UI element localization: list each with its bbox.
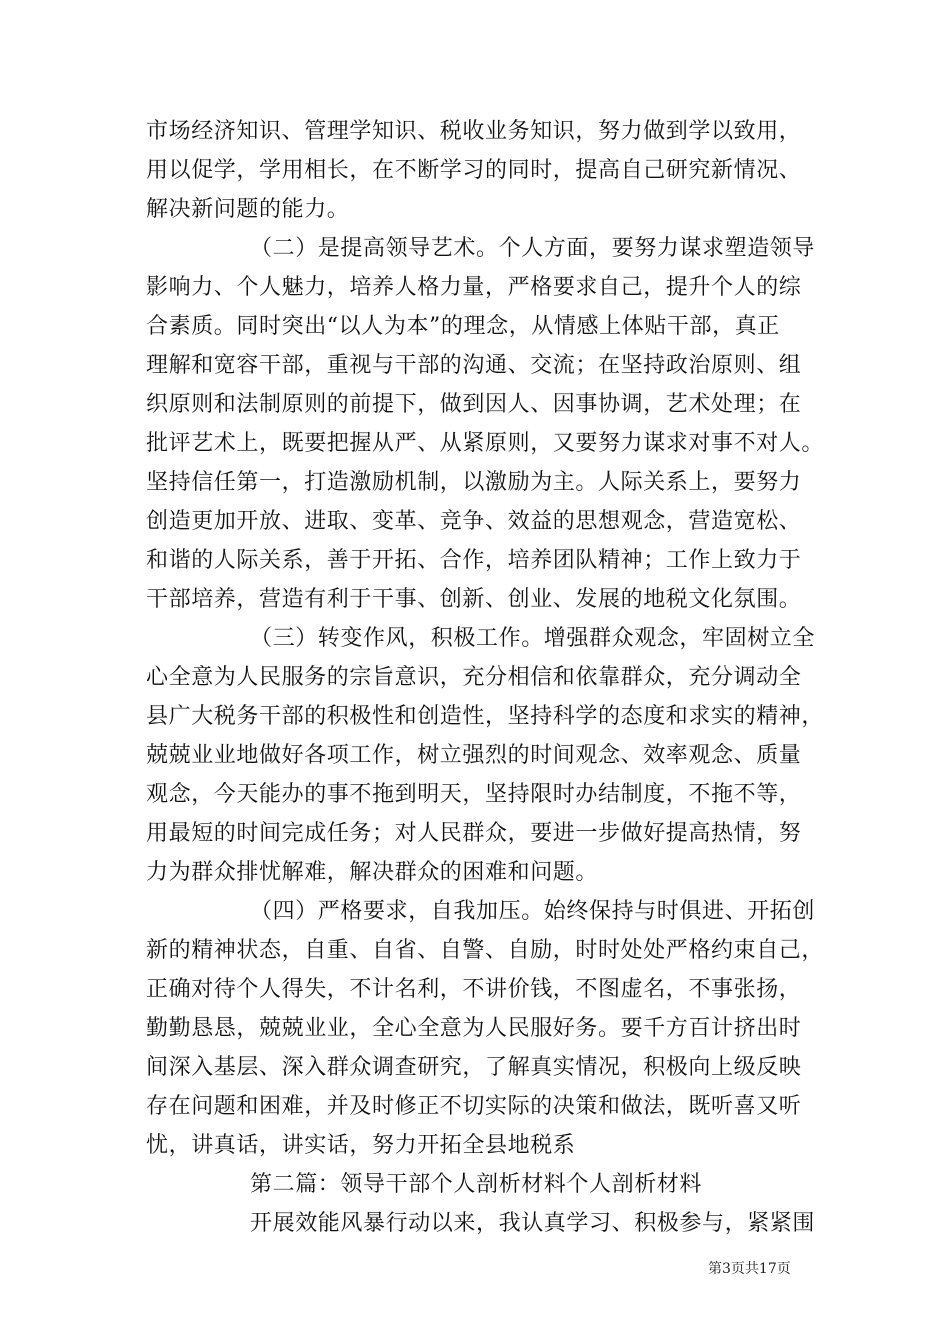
- text-line-9: 批评艺术上，既要把握从严、从紧原则，又要努力谋求对事不对人。: [146, 431, 825, 456]
- text-line-6: 合素质。同时突出“以人为本”的理念，从情感上体贴干部，真正: [146, 314, 780, 339]
- paragraph-4-first-line: （四）严格要求，自我加压。始终保持与时俱进、开拓创: [250, 899, 816, 924]
- text-line-17: 兢兢业业地做好各项工作，树立强烈的时间观念、效率观念、质量: [146, 743, 802, 768]
- text-line-3: 解决新问题的能力。: [146, 197, 350, 222]
- text-line-23: 正确对待个人得失，不计名利，不讲价钱，不图虚名，不事张扬，: [146, 977, 802, 1002]
- text-line-25: 间深入基层、深入群众调查研究，了解真实情况，积极向上级反映: [146, 1055, 802, 1080]
- text-line-10: 坚持信任第一，打造激励机制，以激励为主。人际关系上，要努力: [146, 470, 802, 495]
- text-line-22: 新的精神状态，自重、自省、自警、自励，时时处处严格约束自己，: [146, 938, 825, 963]
- text-line-24: 勤勤恳恳，兢兢业业，全心全意为人民服好务。要千方百计挤出时: [146, 1016, 802, 1041]
- text-line-27: 忧，讲真话，讲实话，努力开拓全县地税系: [146, 1133, 576, 1158]
- paragraph-2-first-line: （二）是提高领导艺术。个人方面，要努力谋求塑造领导: [250, 236, 816, 261]
- text-line-20: 力为群众排忧解难，解决群众的困难和问题。: [146, 860, 599, 885]
- text-line-2: 用以促学，学用相长，在不断学习的同时，提高自己研究新情况、: [146, 158, 802, 183]
- page-number: 第3页共17页: [708, 1261, 791, 1277]
- text-line-8: 织原则和法制原则的前提下，做到因人、因事协调，艺术处理；在: [146, 392, 802, 417]
- text-line-29: 开展效能风暴行动以来，我认真学习、积极参与，紧紧围: [250, 1211, 816, 1236]
- text-line-15: 心全意为人民服务的宗旨意识，充分相信和依靠群众，充分调动全: [146, 665, 802, 690]
- text-line-26: 存在问题和困难，并及时修正不切实际的决策和做法，既听喜又听: [146, 1094, 802, 1119]
- text-line-19: 用最短的时间完成任务；对人民群众，要进一步做好提高热情，努: [146, 821, 802, 846]
- text-line-11: 创造更加开放、进取、变革、竞争、效益的思想观念，营造宽松、: [146, 509, 802, 534]
- text-line-1: 市场经济知识、管理学知识、税收业务知识，努力做到学以致用，: [146, 119, 802, 144]
- text-line-18: 观念，今天能办的事不拖到明天，坚持限时办结制度，不拖不等，: [146, 782, 802, 807]
- text-line-7: 理解和宽容干部，重视与干部的沟通、交流；在坚持政治原则、组: [146, 353, 802, 378]
- text-line-16: 县广大税务干部的积极性和创造性，坚持科学的态度和求实的精神，: [146, 704, 825, 729]
- text-line-12: 和谐的人际关系，善于开拓、合作，培养团队精神；工作上致力于: [146, 548, 802, 573]
- paragraph-3-first-line: （三）转变作风，积极工作。增强群众观念，牢固树立全: [250, 626, 816, 651]
- text-line-13: 干部培养，营造有利于干事、创新、创业、发展的地税文化氛围。: [146, 587, 802, 612]
- text-line-5: 影响力、个人魅力，培养人格力量，严格要求自己，提升个人的综: [146, 275, 802, 300]
- section-heading: 第二篇：领导干部个人剖析材料个人剖析材料: [250, 1172, 703, 1197]
